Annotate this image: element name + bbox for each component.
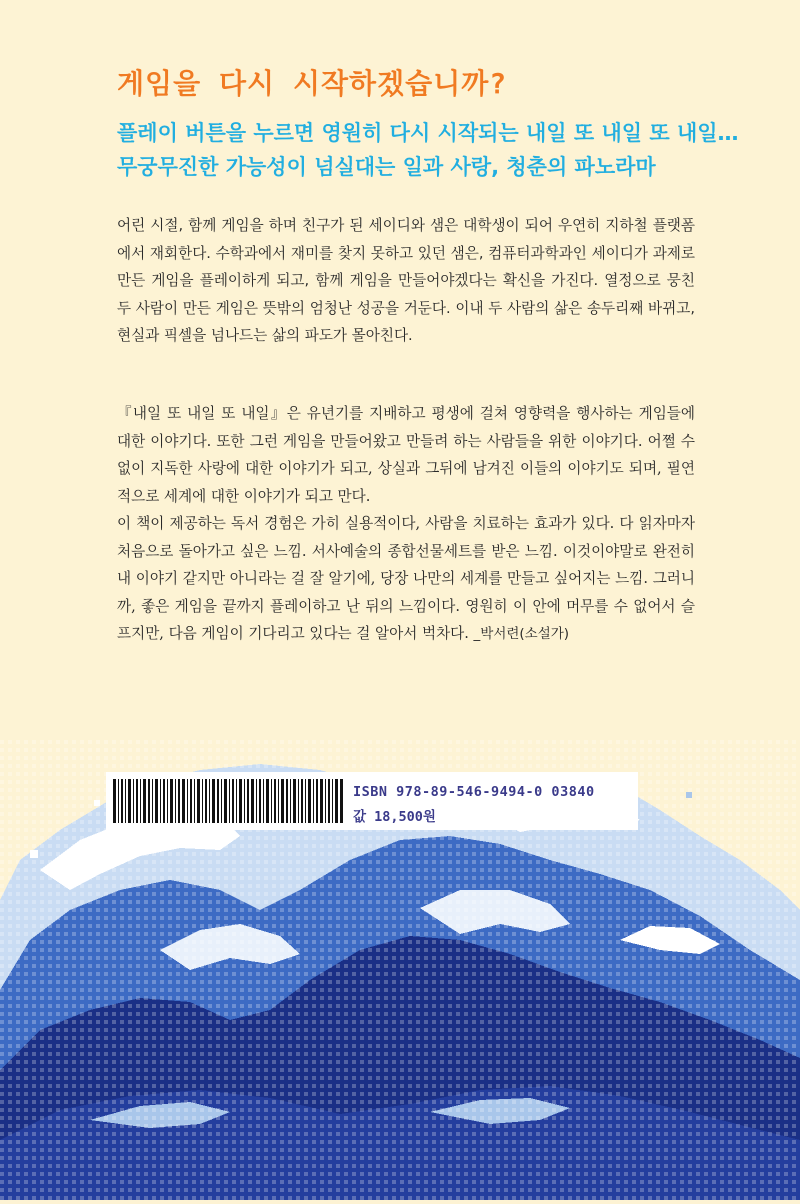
synopsis-paragraph: 어린 시절, 함께 게임을 하며 친구가 된 세이디와 샘은 대학생이 되어 우연히 지하철 플랫폼에서 재회한다. 수학과에서 재미를 찾지 못하고 있던 샘은, 컴퓨터과학과인 세이디가 과제로 만든 게임을 플레이하게 되고, 함께 게임을 만들어야겠다는 확신을 가진다. 열정으로 뭉친 두 사람이 만든 게임은 뜻밖의 엄청난 성공을 거둔다. 이내 두 사람의 삶은 송두리째 바뀌고, 현실과 픽셀을 넘나드는 삶의 파도가 몰아친다. — [117, 217, 695, 344]
barcode-image — [113, 779, 343, 823]
review-block — [117, 400, 695, 649]
subheadline-line-1: 플레이 버튼을 누르면 영원히 다시 시작되는 내일 또 내일 또 내일… — [117, 121, 739, 145]
price-label: 값 18,500원 — [353, 809, 436, 825]
subheadline-line-2: 무궁무진한 가능성이 넘실대는 일과 사랑, 청춘의 파노라마 — [117, 155, 656, 179]
headline: 게임을 다시 시작하겠습니까? — [117, 67, 508, 100]
review-paragraph-1: 『내일 또 내일 또 내일』은 유년기를 지배하고 평생에 걸쳐 영향력을 행사하는 게임들에 대한 이야기다. 또한 그런 게임을 만들어왔고 만들려 하는 사람들을 위한 이야기다. 어쩔 수 없이 지독한 사랑에 대한 이야기가 되고, 상실과 그뒤에 남겨진 이들의 이야기도 되며, 필연적으로 세계에 대한 이야기가 되고 만다. — [117, 405, 695, 505]
barcode-label — [106, 772, 638, 830]
isbn-number: ISBN 978-89-546-9494-0 03840 — [353, 784, 595, 800]
review-citation: _박서련(소설가) — [473, 626, 570, 642]
review-paragraph-2: 이 책이 제공하는 독서 경험은 가히 실용적이다, 사람을 치료하는 효과가 있다. 다 읽자마자 처음으로 돌아가고 싶은 느낌. 서사예술의 종합선물세트를 받은 느낌. 이것이야말로 완전히 내 이야기 같지만 아니라는 걸 잘 알기에, 당장 나만의 세계를 만들고 싶어지는 느낌. 그러니까, 좋은 게임을 끝까지 플레이하고 난 뒤의 느낌이다. 영원히 이 안에 머무를 수 없어서 슬프지만, 다음 게임이 기다리고 있다는 걸 알아서 벅차다. _박서련(소설가) — [117, 515, 695, 642]
